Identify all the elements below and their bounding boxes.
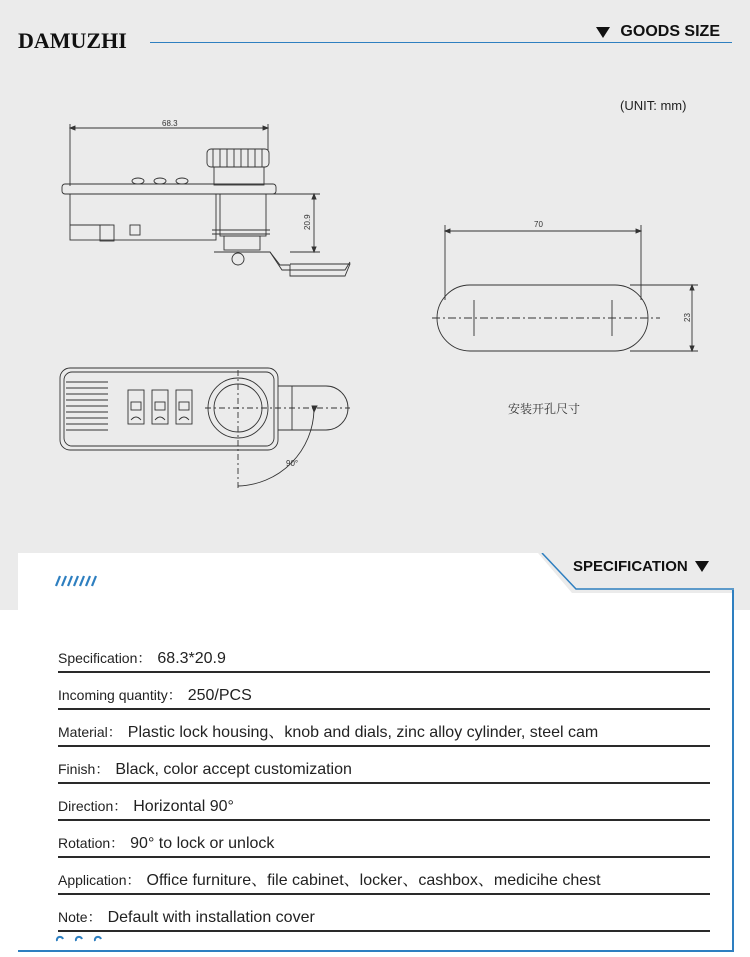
spec-value: Plastic lock housing、knob and dials, zinc alloy cylinder, steel cam [127, 724, 599, 741]
spec-label: Application： [58, 872, 141, 888]
specification-heading [573, 558, 709, 575]
spec-label: Material： [58, 724, 122, 740]
spec-label: Specification： [58, 650, 152, 666]
dim-height-label: 20.9 [303, 214, 312, 230]
spec-label: Direction： [58, 798, 128, 814]
specification-title: SPECIFICATION [573, 558, 688, 575]
spec-row-note [58, 895, 710, 932]
dim-length-label: 68.3 [162, 119, 178, 128]
spec-row-specification [58, 636, 710, 673]
goods-size-title: GOODS SIZE [620, 23, 720, 40]
specification-list [58, 636, 710, 932]
spec-row-material [58, 710, 710, 747]
brand-logo: DAMUZHI [18, 28, 127, 53]
dim-hole-height-label: 23 [683, 313, 692, 322]
spec-row-incoming-quantity [58, 673, 710, 710]
rotation-angle-label: 90° [286, 459, 299, 468]
card-frame-bottom [18, 950, 734, 952]
spec-value: Default with installation cover [107, 909, 315, 926]
spec-value: 90° to lock or unlock [130, 835, 275, 852]
spec-row-rotation [58, 821, 710, 858]
spec-value: Horizontal 90° [133, 798, 234, 815]
unit-note: (UNIT: mm) [620, 98, 687, 113]
spec-label: Finish： [58, 761, 110, 777]
spec-label: Incoming quantity： [58, 687, 182, 703]
spec-row-application [58, 858, 710, 895]
spec-value: 250/PCS [187, 687, 252, 704]
spec-label: Rotation： [58, 835, 125, 851]
dots-decoration-icon [55, 932, 111, 944]
spec-value: Office furniture、file cabinet、locker、cashbox、medicihe chest [146, 872, 601, 889]
stripes-decoration-icon [52, 575, 100, 587]
spec-value: 68.3*20.9 [157, 650, 226, 667]
spec-row-finish [58, 747, 710, 784]
install-hole-label: 安装开孔尺寸 [508, 402, 581, 416]
spec-label: Note： [58, 909, 102, 925]
spec-value: Black, color accept customization [115, 761, 352, 778]
triangle-down-icon [695, 561, 709, 572]
card-frame-right [732, 590, 734, 952]
dim-hole-width-label: 70 [534, 220, 543, 229]
spec-row-direction [58, 784, 710, 821]
